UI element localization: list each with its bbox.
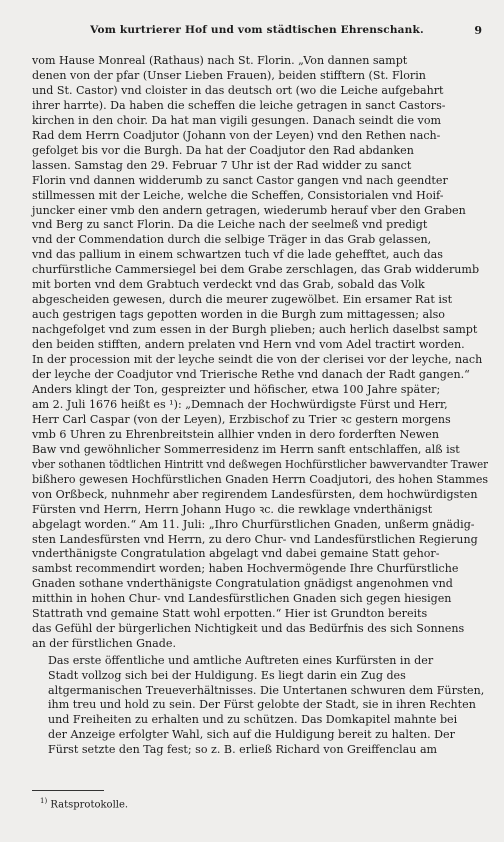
- text-line: In der procession mit der leyche seindt die von der clerisei vor der leyche, nach: [32, 353, 483, 367]
- text-line: nachgefolget vnd zum essen in der Burgh plieben; auch herlich daselbst sampt: [32, 323, 478, 337]
- footnote: [40, 797, 128, 810]
- text-line: abgelagt worden.“ Am 11. Juli: „Ihro Churfürstlichen Gnaden, unßerm gnädig-: [32, 517, 475, 531]
- text-line: Herr Carl Caspar (von der Leyen), Erzbischof zu Trier ꝛc gestern morgens: [32, 412, 451, 426]
- text-line: vom Hause Monreal (Rathaus) nach St. Florin. „Von dannen sampt: [32, 54, 408, 67]
- text-line: altgermanischen Treueverhältnisses. Die Untertanen schwuren dem Fürsten,: [48, 683, 485, 697]
- text-line: den beiden stifften, andern prelaten vnd Hern vnd vom Adel tractirt worden.: [32, 338, 465, 352]
- text-line: Fürsten vnd Herrn, Herrn Johann Hugo ꝛc. die rewklage vnderthänigst: [32, 502, 433, 516]
- text-line: stillmessen mit der Leiche, welche die Scheffen, Consistorialen vnd Hoif-: [32, 188, 444, 202]
- text-line: Rad dem Herrn Coadjutor (Johann von der Leyen) vnd den Rethen nach-: [32, 128, 441, 142]
- text-line: vber sothanen tödtlichen Hintritt vnd deßwegen Hochfürstlicher bawvervandter Trawer: [32, 457, 489, 471]
- text-line: ihm treu und hold zu sein. Der Fürst gelobte der Stadt, sie in ihren Rechten: [48, 698, 476, 712]
- paragraph-1: [32, 54, 488, 652]
- text-line: vnderthänigste Congratulation abgelagt vnd dabei gemaine Statt gehor-: [32, 547, 440, 561]
- text-line: vnd der Commendation durch die selbige Träger in das Grab gelassen,: [32, 233, 432, 247]
- text-line: gefolget bis vor die Burgh. Da hat der Coadjutor den Rad abdanken: [32, 143, 414, 157]
- text-line: das Gefühl der bürgerlichen Nichtigkeit und das Bedürfnis des sich Sonnens: [32, 622, 465, 636]
- text-line: sambst recommendirt worden; haben Hochvermögende Ihre Churfürstliche: [32, 562, 459, 576]
- text-line: und Freiheiten zu erhalten und zu schützen. Das Domkapitel mahnte bei: [48, 713, 458, 727]
- text-line: vnd das pallium in einem schwartzen tuch vf die lade gehefftet, auch das: [32, 248, 443, 262]
- text-line: vmb 6 Uhren zu Ehrenbreitstein allhier vnden in dero forderften Newen: [32, 427, 439, 441]
- page-number: 9: [474, 24, 482, 37]
- text-line: churfürstliche Cammersiegel bei dem Grabe zerschlagen, das Grab widderumb: [32, 263, 480, 277]
- text-line: abgescheiden gewesen, durch die meurer zugewölbet. Ein ersamer Rat ist: [32, 293, 453, 307]
- body-text: [32, 54, 488, 758]
- text-line: Fürst setzte den Tag fest; so z. B. erließ Richard von Greiffenclau am: [48, 743, 438, 757]
- text-line: Stadt vollzog sich bei der Huldigung. Es liegt darin ein Zug des: [48, 668, 406, 682]
- text-line: Gnaden sothane vnderthänigste Congratulation gnädigst angenohmen vnd: [32, 577, 453, 591]
- text-line: auch gestrigen tags gepotten worden in die Burgh zum mittagessen; also: [32, 308, 445, 322]
- text-line: bißhero gewesen Hochfürstlichen Gnaden Herrn Coadjutori, des hohen Stammes: [32, 472, 489, 486]
- text-line: vnd Berg zu sanct Florin. Da die Leiche nach der seelmeß vnd predigt: [32, 218, 428, 232]
- text-line: juncker einer vmb den andern getragen, wiederumb herauf vber den Graben: [32, 203, 466, 217]
- text-line: mitthin in hohen Chur- vnd Landesfürstlichen Gnaden sich gegen hiesigen: [32, 592, 452, 606]
- text-line: lassen. Samstag den 29. Februar 7 Uhr ist der Rad widder zu sanct: [32, 158, 412, 172]
- text-line: der Anzeige erfolgter Wahl, sich auf die Huldigung bereit zu halten. Der: [48, 728, 455, 742]
- text-line: ihrer harrte). Da haben die scheffen die leiche getragen in sanct Castors-: [32, 98, 446, 112]
- text-line: mit borten vnd dem Grabtuch verdeckt vnd das Grab, sobald das Volk: [32, 278, 425, 292]
- text-line: am 2. Juli 1676 heißt es ¹): „Demnach der Hochwürdigste Fürst und Herr,: [32, 397, 448, 411]
- text-line: und St. Castor) vnd cloister in das deutsch ort (wo die Leiche aufgebahrt: [32, 83, 444, 97]
- text-line: Anders klingt der Ton, gespreizter und höfischer, etwa 100 Jahre später;: [32, 382, 441, 396]
- text-line: der leyche der Coadjutor vnd Trierische Rethe vnd danach der Radt gangen.“: [32, 368, 470, 382]
- text-line: sten Landesfürsten vnd Herrn, zu dero Chur- vnd Landesfürstlichen Regierung: [32, 532, 478, 546]
- text-line: Florin vnd dannen widderumb zu sanct Castor gangen vnd nach geendter: [32, 173, 448, 187]
- text-line: kirchen in den choir. Da hat man vigili gesungen. Danach seindt die vom: [32, 113, 442, 127]
- text-line: Stattrath vnd gemaine Statt wohl erpotten.“ Hier ist Grundton bereits: [32, 607, 428, 621]
- paragraph-2: [32, 654, 488, 759]
- text-line: Das erste öffentliche und amtliche Auftreten eines Kurfürsten in der: [48, 653, 434, 667]
- page-header: [32, 24, 482, 42]
- footnote-marker: 1): [40, 797, 48, 805]
- text-line: denen von der pfar (Unser Lieben Frauen), beiden stifftern (St. Florin: [32, 68, 426, 82]
- footnote-divider: [32, 790, 104, 791]
- text-line: Baw vnd gewöhnlicher Sommerresidenz im Herrn sanft entschlaffen, alß ist: [32, 442, 460, 456]
- running-title: Vom kurtrierer Hof und vom städtischen Ehrenschank.: [90, 24, 424, 36]
- footnote-text: Ratsprotokolle.: [50, 799, 129, 811]
- text-line: an der fürstlichen Gnade.: [32, 637, 176, 651]
- text-line: von Orßbeck, nuhnmehr aber regirendem Landesfürsten, dem hochwürdigsten: [32, 487, 478, 501]
